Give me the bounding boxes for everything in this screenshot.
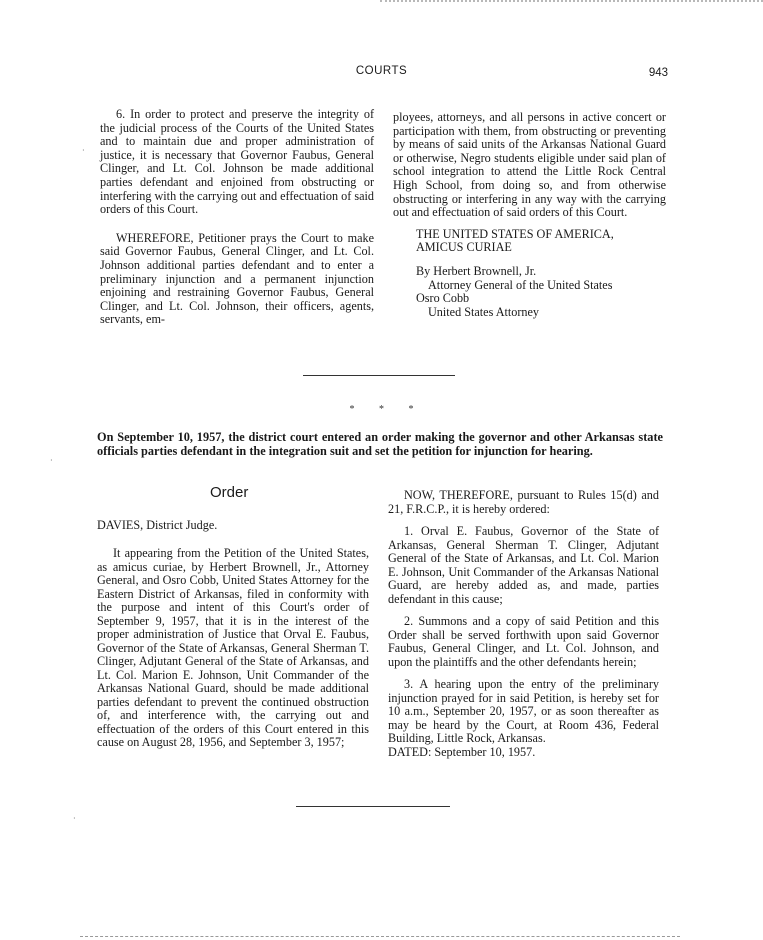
order-left-column [97,547,369,750]
order-dated-line: DATED: September 10, 1957. [388,744,536,759]
order-heading: Order [210,484,249,501]
section-divider-rule [303,375,455,376]
upper-right-column [393,111,666,319]
signature-name2: Osro Cobb [416,291,470,306]
order-right-column [388,489,659,759]
asterisk-separator: * * * [349,404,414,415]
paragraph-6: 6. In order to protect and preserve the integrity of the judicial process of the Courts of the United States and to maintain due and proper administration of justice, it is necessary that Governor Faubus, General Clinger, and Lt. Col. Johnson be made additional parties defendant and enjoined from obstructing or interfering with the carrying out and effectuation of said orders of this Court. [100,107,374,217]
upper-left-column [100,108,374,327]
signature-block [416,228,666,320]
judge-line: DAVIES, District Judge. [97,518,218,532]
order-item-1: 1. Orval E. Faubus, Governor of the State of Arkansas, General Sherman T. Clinger, Adjutant General of the State of Arkansas, and Lt. Col. Marion E. Johnson, Unit Commander of the Arkansas National Guard, are hereby added as, and made, parties defendant in this cause; [388,524,659,606]
order-item-2: 2. Summons and a copy of said Petition and this Order shall be served forthwith upon said Governor Faubus, General Clinger, and Lt. Col. Johnson, and upon the plaintiffs and the other defendants herein; [388,614,659,669]
order-recital-paragraph: It appearing from the Petition of the United States, as amicus curiae, by Herbert Brownell, Jr., Attorney General, and Osro Cobb, United States Attorney for the Eastern District of Arkansas, filed in conformity with the purpose and intent of this Court's order of September 9, 1957, that it is in the interest of the proper administration of Justice that Orval E. Faubus, Governor of the State of Arkansas, General Sherman T. Clinger, Adjutant General of the State of Arkansas, and Lt. Col. Marion E. Johnson, Unit Commander of the Arkansas National Guard, should be made additional parties defendant to prevent the continued obstruction of, and interference with, the carrying out and effectuation of the orders of this Court entered in this cause on August 28, 1956, and September 3, 1957; [97,546,369,749]
page-number: 943 [648,67,668,79]
wherefore-paragraph: WHEREFORE, Petitioner prays the Court to make said Governor Faubus, General Clinger, and Lt. Col. Johnson additional parties defendant and to enter a preliminary injunction and a permanent injunction enjoining and restraining Governor Faubus, General Clinger, and Lt. Col. Johnson, their officers, agents, servants, em- [100,230,374,327]
editorial-summary: On September 10, 1957, the district court entered an order making the governor and other Arkansas state officials parties defendant in the integration suit and set the petition for injunction for hearing. [97,430,663,458]
signature-title1: Attorney General of the United States [428,277,613,292]
top-edge-dots [380,0,763,6]
running-head: COURTS [355,65,408,77]
continued-paragraph: ployees, attorneys, and all persons in active concert or participation with them, from obstructing or preventing by means of said units of the Arkansas National Guard or otherwise, Negro students eligible under said plan of school integration to attend the Little Rock Central High School, from doing so, and from otherwise obstructing or interfering in any way with the carrying out and effectuation of said orders of this Court. [393,110,666,220]
order-item-3: 3. A hearing upon the entry of the preliminary injunction prayed for in said Petition, is hereby set for 10 a.m., September 20, 1957, or as soon thereafter as may be heard by the Court, at Room 436, Federal Building, Little Rock, Arkansas. [388,677,659,745]
signature-party-line2: AMICUS CURIAE [416,240,512,255]
closing-divider-rule [296,806,450,807]
order-now-therefore: NOW, THEREFORE, pursuant to Rules 15(d) and 21, F.R.C.P., it is hereby ordered: [388,488,659,516]
signature-by-line: By Herbert Brownell, Jr. [416,263,537,278]
bottom-edge-rule [80,936,680,937]
scan-speck: · [73,814,76,823]
scan-speck: · [82,146,85,155]
scan-speck: · [50,456,53,465]
signature-title2: United States Attorney [428,304,540,319]
signature-party-line1: THE UNITED STATES OF AMERICA, [416,226,614,241]
